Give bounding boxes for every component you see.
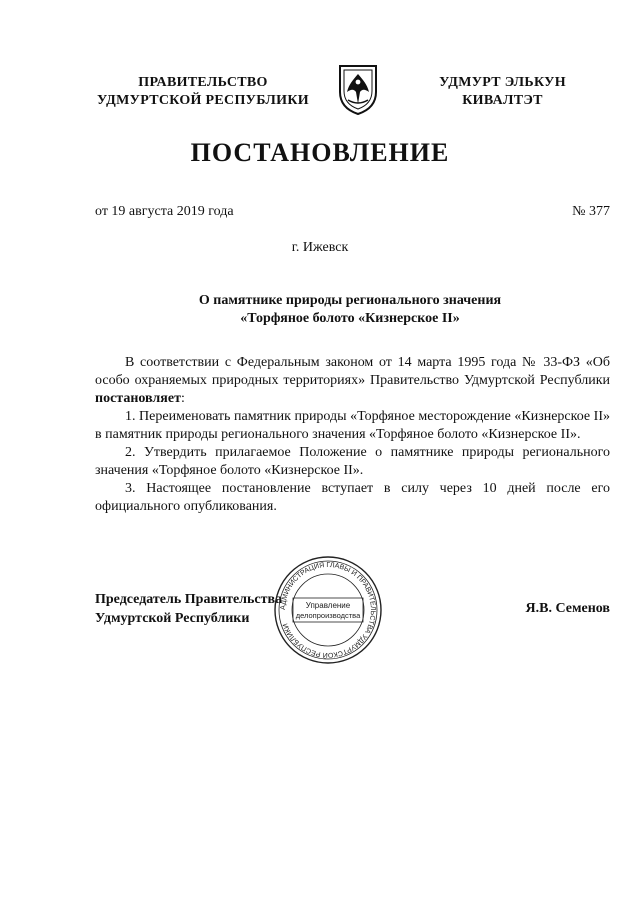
preamble-bold: постановляет bbox=[95, 391, 181, 406]
header-left-line2: УДМУРТСКОЙ РЕСПУБЛИКИ bbox=[97, 93, 309, 108]
clause-1: 1. Переименовать памятник природы «Торфяное месторождение «Кизнерское II» в памятник природы регионального значения «Торфяное болото «Кизнерское II». bbox=[95, 409, 610, 442]
preamble-text: В соответствии с Федеральным законом от 14 марта 1995 года № 33-ФЗ «Об особо охраняемых природных территориях» Правительство Удмуртской Республики bbox=[95, 355, 610, 388]
signatory-position-line1: Председатель Правительства bbox=[95, 592, 283, 607]
clause-3: 3. Настоящее постановление вступает в силу через 10 дней после его официального опубликования. bbox=[95, 481, 610, 514]
document-body bbox=[95, 354, 610, 516]
document-type: ПОСТАНОВЛЕНИЕ bbox=[190, 138, 450, 167]
stamp-center-line2: делопроизводства bbox=[295, 611, 361, 620]
header-left-line1: ПРАВИТЕЛЬСТВО bbox=[138, 75, 268, 90]
signatory-name: Я.В. Семенов bbox=[525, 601, 610, 616]
signatory-position bbox=[95, 590, 282, 628]
document-number: № 377 bbox=[572, 204, 610, 219]
stamp-center-line1: Управление bbox=[305, 601, 351, 610]
preamble-colon: : bbox=[180, 391, 185, 406]
header-left bbox=[88, 74, 318, 110]
signatory-position-line2: Удмуртской Республики bbox=[95, 611, 250, 626]
clause-2: 2. Утвердить прилагаемое Положение о памятнике природы регионального значения «Торфяное болото «Кизнерское II». bbox=[95, 445, 610, 478]
header-right bbox=[420, 74, 585, 110]
stamp-ring-text: АДМИНИСТРАЦИЯ ГЛАВЫ И ПРАВИТЕЛЬСТВА УДМУРТСКОЙ РЕСПУБЛИКИ bbox=[279, 561, 377, 659]
document-title-line1: О памятнике природы регионального значения bbox=[198, 293, 502, 308]
header-right-line2: КИВАЛТЭТ bbox=[462, 93, 543, 108]
official-stamp bbox=[268, 555, 388, 665]
document-title-line2: «Торфяное болото «Кизнерское II» bbox=[240, 311, 460, 326]
document-title bbox=[100, 292, 600, 328]
document-city: г. Ижевск bbox=[291, 240, 349, 255]
coat-of-arms-icon bbox=[334, 62, 382, 116]
preamble-paragraph bbox=[95, 354, 610, 408]
document-date: от 19 августа 2019 года bbox=[95, 204, 234, 219]
header-right-line1: УДМУРТ ЭЛЬКУН bbox=[439, 75, 566, 90]
